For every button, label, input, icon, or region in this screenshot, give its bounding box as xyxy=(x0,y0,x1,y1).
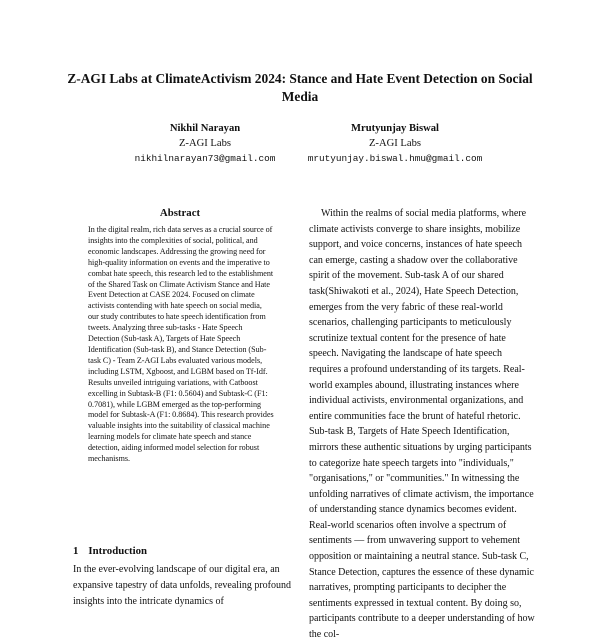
author-block-1 xyxy=(95,121,315,166)
author-affiliation: Z-AGI Labs xyxy=(368,138,422,149)
paper-title: Z-AGI Labs at ClimateActivism 2024: Stance and Hate Event Detection on Social Media xyxy=(67,71,533,104)
author-affiliation: Z-AGI Labs xyxy=(178,138,232,149)
author-name: Nikhil Narayan xyxy=(169,123,241,134)
right-column xyxy=(309,206,535,641)
section-title: Introduction xyxy=(88,545,148,557)
author-block-2 xyxy=(285,121,505,166)
intro-paragraph-left: In the ever-evolving landscape of our digital era, an expansive tapestry of data unfolds, revealing profound insights into the intricate dynamics of xyxy=(73,564,291,607)
author-email: mrutyunjay.biswal.hmu@gmail.com xyxy=(307,153,483,164)
abstract-heading: Abstract xyxy=(159,207,201,219)
author-name: Mrutyunjay Biswal xyxy=(351,123,439,134)
abstract-text: In the digital realm, rich data serves as a crucial source of insights into the complexities of social, political, and economic landscapes. Addressing the growing need for high-quality information on events and the imperative to combat hate speech, this research led to the establishment of the Shared Task on Climate Activism Stance and Hate Event Detection at CASE 2024. Focused on climate activists contending with hate speech on social media, our study contributes to hate speech identification from tweets. Analyzing three sub-tasks - Hate Speech Detection (Sub-task A), Targets of Hate Speech Identification (Sub-task B), and Stance Detection (Sub-task C) - Team Z-AGI Labs evaluated various models, including LSTM, Xgboost, and LGBM based on Tf-Idf. Results unveiled intriguing variations, with Catboost excelling in Subtask-B (F1: 0.5604) and Subtask-C (F1: 0.7081), while LGBM emerged as the top-performing model for Subtask-A (F1: 0.8684). This research provides valuable insights into the suitability of classical machine learning models for climate hate speech and stance detection, aiding informed model selection for robust mechanisms. xyxy=(88,225,274,464)
section-heading xyxy=(73,544,298,558)
section-number: 1 xyxy=(73,545,79,557)
intro-paragraph-right: Within the realms of social media platforms, where climate activists converge to share insights, mobilize support, and voice concerns, instances of hate speech can emerge, casting a shadow over the collaborative spirit of the movement. Sub-task A of our shared task(Shiwakoti et al., 2024), Hate Speech Detection, emerges from the very fabric of these real-world scenarios, challenging participants to meticulously scrutinize textual content for the presence of hate speech. Navigating the landscape of hate speech requires a profound understanding of its targets. Real-world examples abound, illustrating instances where individual activists, environmental organizations, and entire communities face the brunt of hateful rhetoric. Sub-task B, Targets of Hate Speech Identification, mirrors these authentic situations by urging participants to categorize hate speech targets into "individuals," "organisations," or "communities." In witnessing the unfolding narratives of climate activism, the importance of understanding stance dynamics becomes evident. Real-world scenarios often involve a spectrum of sentiments — from unwavering support to vehement opposition or maintaining a neutral stance. Sub-task C, Stance Detection, captures the essence of these dynamic narratives, prompting participants to decipher the sentiments expressed in textual content. By doing so, participants contribute to a deeper understanding of how the col- xyxy=(309,208,535,641)
author-email: nikhilnarayan73@gmail.com xyxy=(134,153,276,164)
